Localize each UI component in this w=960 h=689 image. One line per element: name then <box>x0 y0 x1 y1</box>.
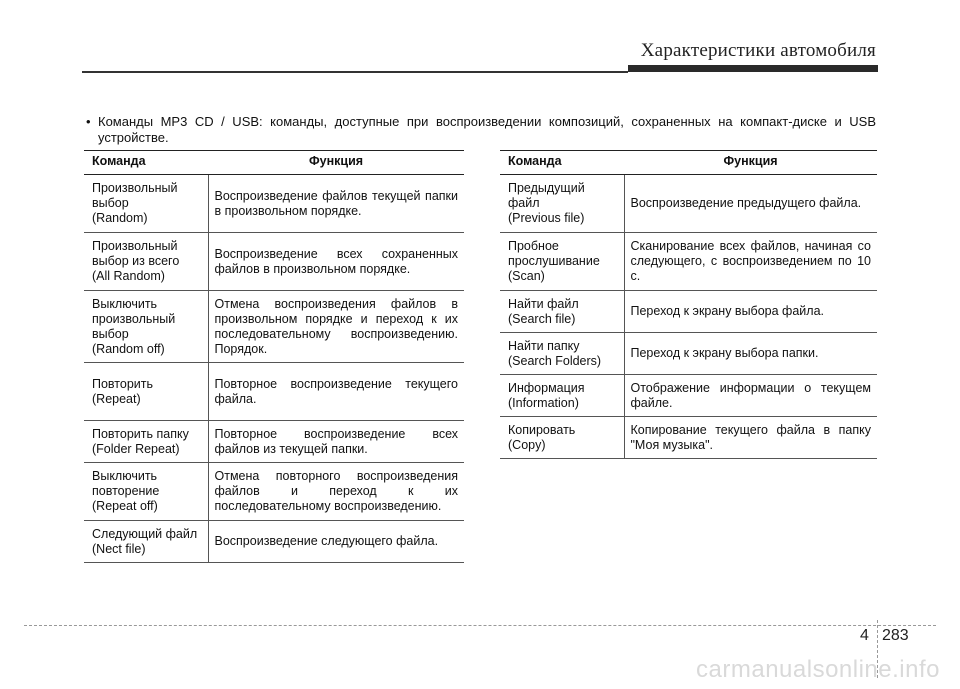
command-line: прослушивание <box>508 254 600 268</box>
function-cell: Копирование текущего файла в папку "Моя музыка". <box>624 417 877 459</box>
table-row <box>500 175 877 233</box>
command-line: (Copy) <box>508 437 546 452</box>
table-row <box>500 375 877 417</box>
bullet: • <box>86 114 91 129</box>
command-line: (Random) <box>92 211 148 225</box>
command-line: выбор из всего <box>92 254 180 268</box>
footer-divider <box>24 625 936 626</box>
command-line: выбор <box>92 196 129 210</box>
chapter-number: 4 <box>860 627 869 644</box>
function-cell: Отмена воспроизведения файлов в произвольном порядке и переход к их последовательному воспроизведению. Порядок. <box>208 291 464 363</box>
table-row <box>500 233 877 291</box>
table-row <box>500 417 877 459</box>
command-cell <box>500 233 624 291</box>
function-cell: Переход к экрану выбора файла. <box>624 291 877 333</box>
command-line: повторение <box>92 484 160 498</box>
column-header-command: Команда <box>84 151 208 175</box>
header-rule <box>82 71 628 73</box>
command-line: Копировать <box>508 422 576 437</box>
command-cell <box>84 421 208 463</box>
command-cell <box>84 463 208 521</box>
command-line: (Repeat) <box>92 391 141 406</box>
table-row <box>84 233 464 291</box>
command-cell <box>84 363 208 421</box>
table-row <box>84 521 464 563</box>
command-line: (Search file) <box>508 311 576 326</box>
function-cell: Воспроизведение следующего файла. <box>208 521 464 563</box>
command-line: Выключить <box>92 296 158 311</box>
table-row <box>84 363 464 421</box>
command-line: (Folder Repeat) <box>92 441 180 456</box>
command-line: Произвольный <box>92 239 178 253</box>
column-header-command: Команда <box>500 151 624 175</box>
command-line: Предыдущий <box>508 181 585 195</box>
function-cell: Воспроизведение файлов текущей папки в произвольном порядке. <box>208 175 464 233</box>
intro-paragraph <box>84 114 876 146</box>
command-line: (All Random) <box>92 269 165 283</box>
command-line: Произвольный <box>92 181 178 195</box>
function-cell: Воспроизведение всех сохраненных файлов в произвольном порядке. <box>208 233 464 291</box>
command-cell <box>500 333 624 375</box>
command-line: выбор <box>92 326 129 341</box>
command-line: Повторить <box>92 376 154 391</box>
function-cell: Повторное воспроизведение всех файлов из текущей папки. <box>208 421 464 463</box>
command-line: (Scan) <box>508 269 545 283</box>
table-row <box>500 333 877 375</box>
command-line: Выключить <box>92 469 158 483</box>
column-header-function: Функция <box>624 151 877 175</box>
command-line: Следующий файл <box>92 526 198 541</box>
function-cell: Воспроизведение предыдущего файла. <box>624 175 877 233</box>
command-line: Пробное <box>508 239 559 253</box>
function-cell: Отображение информации о текущем файле. <box>624 375 877 417</box>
column-header-function: Функция <box>208 151 464 175</box>
table-row <box>84 291 464 363</box>
intro-text: Команды MP3 CD / USB: команды, доступные при воспроизведении композиций, сохраненных на компакт-диске и USB устройстве. <box>98 114 876 145</box>
command-line: Информация <box>508 380 585 395</box>
command-cell <box>500 291 624 333</box>
table-body <box>500 175 877 459</box>
header-rule-accent <box>628 65 878 72</box>
commands-table-left <box>84 150 464 563</box>
command-line: Найти файл <box>508 296 579 311</box>
command-cell <box>500 417 624 459</box>
table-body <box>84 175 464 563</box>
command-line: (Search Folders) <box>508 353 602 368</box>
command-cell <box>84 175 208 233</box>
watermark: carmanualsonline.info <box>696 656 940 683</box>
table-header-row <box>84 151 464 175</box>
command-line: (Repeat off) <box>92 499 158 513</box>
command-line: (Information) <box>508 395 579 410</box>
command-cell <box>500 375 624 417</box>
function-cell: Переход к экрану выбора папки. <box>624 333 877 375</box>
command-line: (Random off) <box>92 341 165 356</box>
command-cell <box>84 233 208 291</box>
page-section-title: Характеристики автомобиля <box>640 40 876 61</box>
table-header-row <box>500 151 877 175</box>
function-cell: Сканирование всех файлов, начиная со следующего, с воспроизведением по 10 с. <box>624 233 877 291</box>
table-row <box>84 463 464 521</box>
commands-table-right <box>500 150 877 459</box>
command-line: Найти папку <box>508 338 580 353</box>
command-line: файл <box>508 196 540 210</box>
page-number: 283 <box>882 627 909 644</box>
command-line: Повторить папку <box>92 426 189 441</box>
table-row <box>84 421 464 463</box>
command-line: (Previous file) <box>508 211 585 225</box>
command-cell <box>84 521 208 563</box>
command-line: произвольный <box>92 311 176 326</box>
table-row <box>84 175 464 233</box>
table-row <box>500 291 877 333</box>
function-cell: Повторное воспроизведение текущего файла. <box>208 363 464 421</box>
command-line: (Nect file) <box>92 541 146 556</box>
command-cell <box>84 291 208 363</box>
function-cell: Отмена повторного воспроизведения файлов и переход к их последовательному воспроизведению. <box>208 463 464 521</box>
command-cell <box>500 175 624 233</box>
